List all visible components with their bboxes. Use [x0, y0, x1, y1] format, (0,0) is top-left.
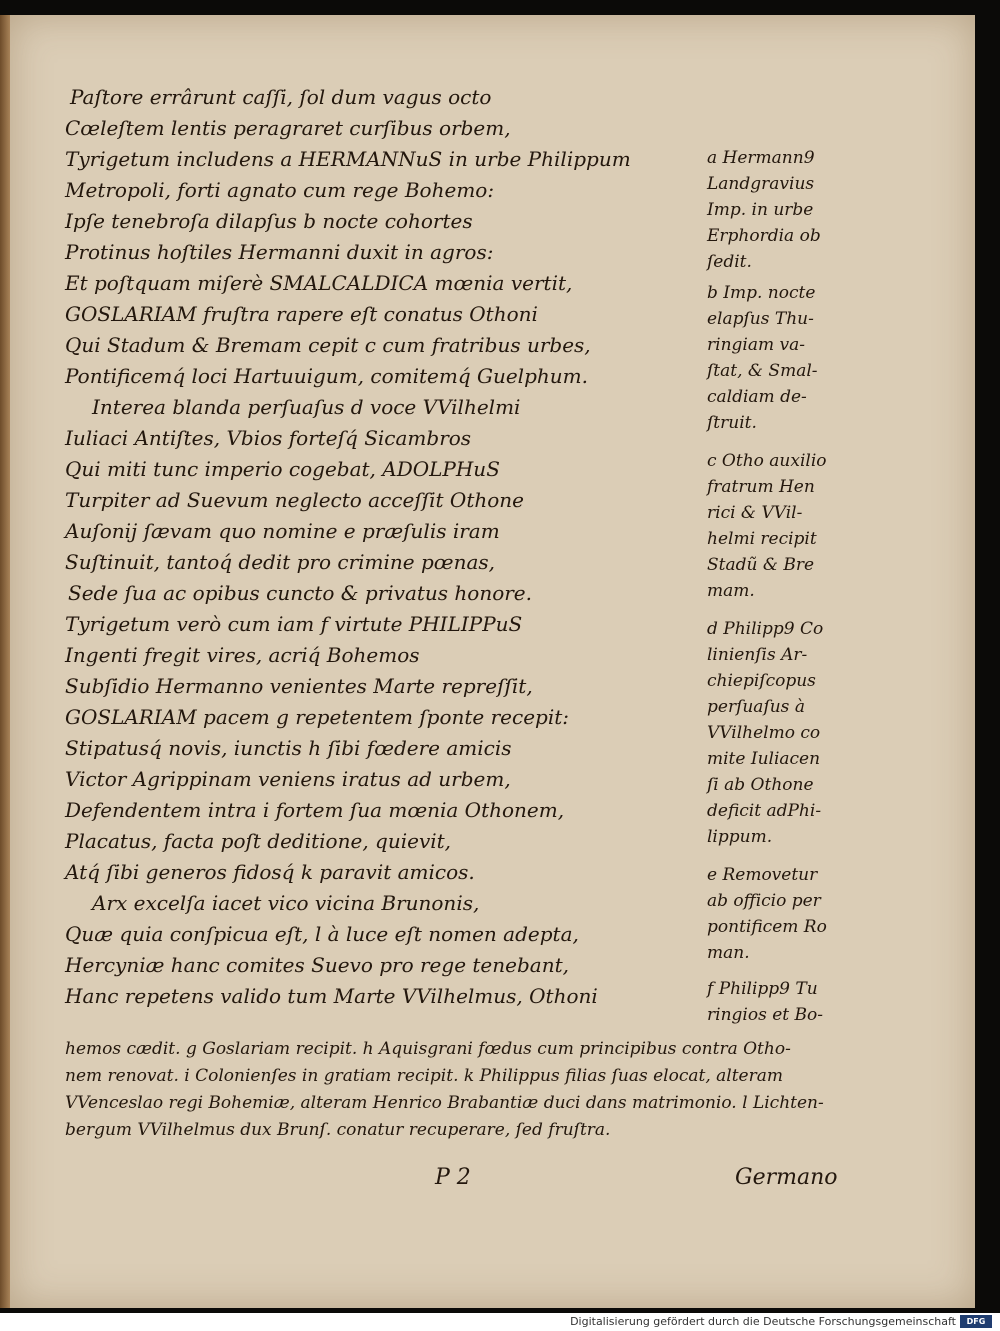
- verse-line: Quæ quia conſpicua eſt, l à luce eſt nomen adepta,: [65, 922, 579, 946]
- funding-credit: Digitalisierung gefördert durch die Deutsche Forschungsgemeinschaft: [570, 1315, 956, 1328]
- verse-line: Metropoli, forti agnato cum rege Bohemo:: [65, 178, 495, 202]
- verse-line: Arx excelſa iacet vico vicina Brunonis,: [92, 891, 480, 915]
- margin-note-line: a Hermann9: [707, 148, 815, 168]
- margin-note-line: ringios et Bo-: [707, 1005, 823, 1025]
- verse-line: Placatus, facta poſt deditione, quievit,: [65, 829, 452, 853]
- margin-note-line: mam.: [707, 581, 755, 601]
- verse-line: Et poſtquam miſerè SMALCALDICA mœnia vertit,: [65, 271, 573, 295]
- margin-note-line: helmi recipit: [707, 529, 817, 549]
- margin-note-line: fratrum Hen: [707, 477, 815, 497]
- margin-note-line: chiepiſcopus: [707, 671, 816, 691]
- verse-line: Ipſe tenebroſa dilapſus b nocte cohortes: [65, 209, 473, 233]
- verse-line: Interea blanda perſuaſus d voce VVilhelmi: [92, 395, 521, 419]
- signature-mark: P 2: [435, 1165, 471, 1190]
- verse-line: Atq́ ſibi generos fidosq́ k paravit amicos.: [65, 860, 475, 884]
- verse-line: Protinus hoſtiles Hermanni duxit in agros:: [65, 240, 494, 264]
- verse-line: Tyrigetum verò cum iam f virtute PHILIPPuS: [65, 612, 523, 636]
- margin-note-line: Imp. in urbe: [707, 200, 814, 220]
- margin-note-line: ſedit.: [707, 252, 752, 272]
- margin-note-line: deficit adPhi-: [707, 801, 822, 821]
- footnote-line: bergum VVilhelmus dux Brunſ. conatur recuperare, ſed fruſtra.: [65, 1120, 611, 1140]
- verse-line: Ingenti fregit vires, acriq́ Bohemos: [65, 643, 420, 667]
- margin-note-line: d Philipp9 Co: [707, 619, 824, 639]
- verse-line: Auſonij ſævam quo nomine e præſulis iram: [65, 519, 500, 543]
- footnote-line: hemos cædit. g Goslariam recipit. h Aquisgrani fœdus cum principibus contra Otho-: [65, 1039, 791, 1059]
- margin-note-line: ab officio per: [707, 891, 821, 911]
- margin-note-line: rici & VVil-: [707, 503, 803, 523]
- book-page: [10, 15, 975, 1308]
- margin-note-line: Stadũ & Bre: [707, 555, 815, 575]
- verse-line: Subſidio Hermanno venientes Marte repreſſit,: [65, 674, 533, 698]
- margin-note-line: f Philipp9 Tu: [707, 979, 818, 999]
- margin-note-line: elapſus Thu-: [707, 309, 814, 329]
- margin-note-line: lippum.: [707, 827, 773, 847]
- margin-note-line: linienſis Ar-: [707, 645, 808, 665]
- verse-line: Turpiter ad Suevum neglecto acceſſit Othone: [65, 488, 524, 512]
- margin-note-line: Erphordia ob: [707, 226, 821, 246]
- verse-line: Tyrigetum includens a HERMANNuS in urbe Philippum: [65, 147, 631, 171]
- catchword: Germano: [735, 1165, 838, 1190]
- dfg-logo: DFG: [960, 1315, 992, 1328]
- verse-line: Paſtore errârunt caſſi, ſol dum vagus octo: [70, 85, 492, 109]
- margin-note-line: ringiam va-: [707, 335, 805, 355]
- margin-note-line: ſi ab Othone: [707, 775, 814, 795]
- footnote-line: VVenceslao regi Bohemiæ, alteram Henrico Brabantiæ duci dans matrimonio. l Lichten-: [65, 1093, 824, 1113]
- margin-note-line: e Removetur: [707, 865, 818, 885]
- margin-note-line: caldiam de-: [707, 387, 807, 407]
- binding-edge: [0, 15, 10, 1308]
- verse-line: Stipatusq́ novis, iunctis h ſibi fœdere amicis: [65, 736, 512, 760]
- verse-line: Qui Stadum & Bremam cepit c cum fratribus urbes,: [65, 333, 591, 357]
- verse-line: Iuliaci Antiſtes, Vbios forteſq́ Sicambros: [65, 426, 472, 450]
- verse-line: Cœleſtem lentis peragraret curſibus orbem,: [65, 116, 511, 140]
- margin-note-line: ſtat, & Smal-: [707, 361, 818, 381]
- margin-note-line: ſtruit.: [707, 413, 757, 433]
- margin-note-line: man.: [707, 943, 750, 963]
- margin-note-line: mite Iuliacen: [707, 749, 821, 769]
- verse-line: GOSLARIAM fruſtra rapere eſt conatus Othoni: [65, 302, 538, 326]
- margin-note-line: perſuaſus à: [707, 697, 805, 717]
- verse-line: GOSLARIAM pacem g repetentem ſponte recepit:: [65, 705, 570, 729]
- margin-note-line: Landgravius: [707, 174, 815, 194]
- verse-line: Victor Agrippinam veniens iratus ad urbem,: [65, 767, 511, 791]
- verse-line: Qui miti tunc imperio cogebat, ADOLPHuS: [65, 457, 500, 481]
- verse-line: Pontificemq́ loci Hartuuigum, comitemq́ Guelphum.: [65, 364, 588, 388]
- footnote-line: nem renovat. i Colonienſes in gratiam recipit. k Philippus filias ſuas elocat, alteram: [65, 1066, 783, 1086]
- margin-note-line: c Otho auxilio: [707, 451, 827, 471]
- margin-note-line: pontificem Ro: [707, 917, 827, 937]
- verse-line: Defendentem intra i fortem ſua mœnia Othonem,: [65, 798, 565, 822]
- verse-line: Hercyniæ hanc comites Suevo pro rege tenebant,: [65, 953, 569, 977]
- verse-line: Hanc repetens valido tum Marte VVilhelmus, Othoni: [65, 984, 598, 1008]
- margin-note-line: b Imp. nocte: [707, 283, 816, 303]
- margin-note-line: VVilhelmo co: [707, 723, 821, 743]
- verse-line: Sede ſua ac opibus cuncto & privatus honore.: [68, 581, 533, 605]
- verse-line: Suſtinuit, tantoq́ dedit pro crimine pœnas,: [65, 550, 495, 574]
